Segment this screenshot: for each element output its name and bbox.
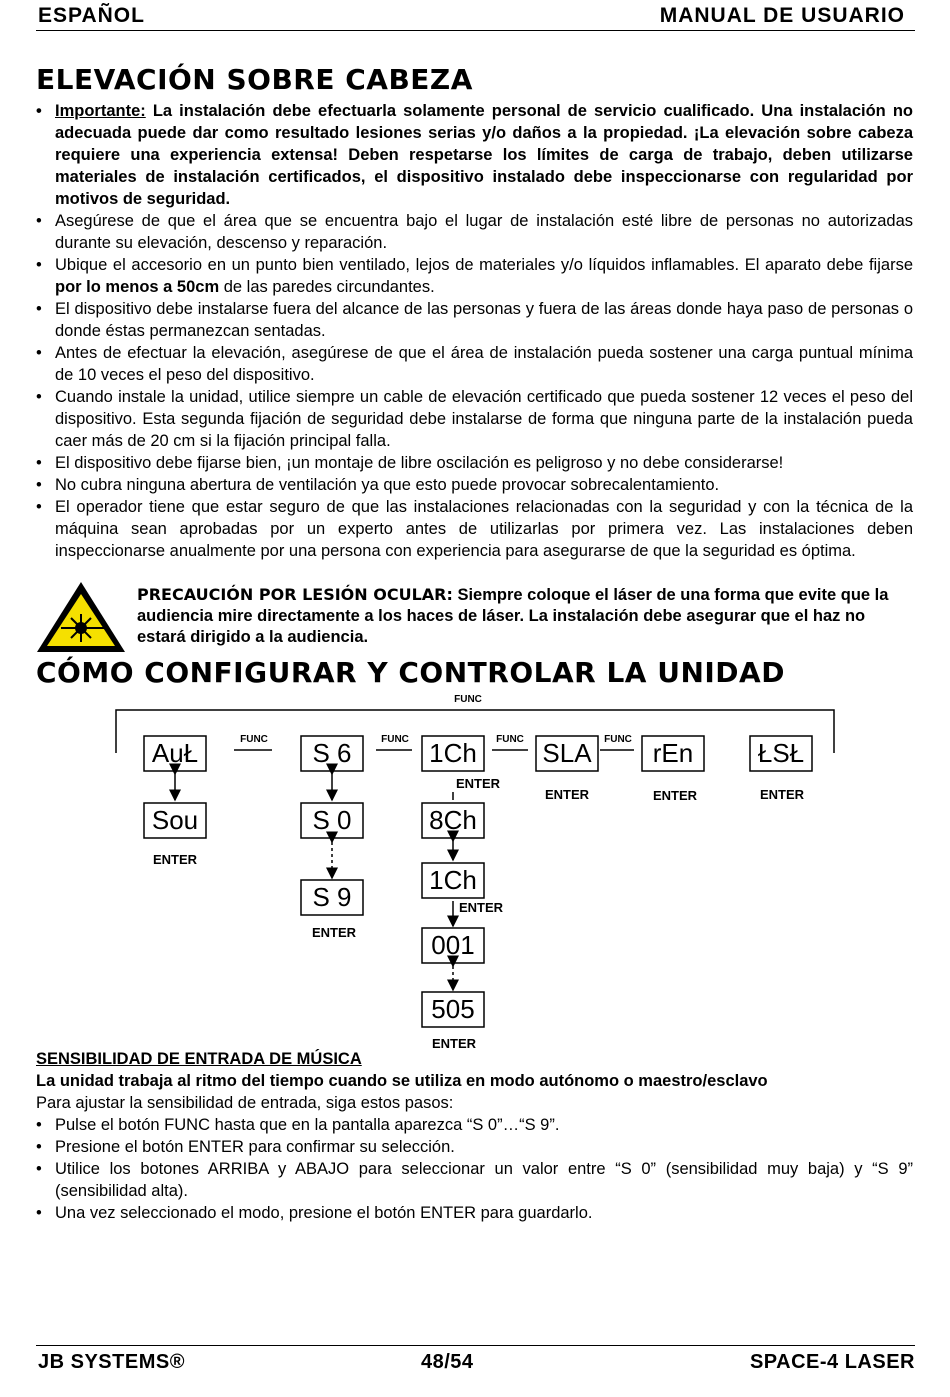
subsection-intro: Para ajustar la sensibilidad de entrada, siga estos pasos: <box>36 1094 454 1112</box>
func-label: FUNC <box>604 734 632 745</box>
svg-text:1Ch: 1Ch <box>429 738 477 768</box>
svg-text:S 9: S 9 <box>312 882 352 912</box>
header-doc-title: MANUAL DE USUARIO <box>659 4 905 27</box>
enter-label: ENTER <box>652 788 698 803</box>
svg-text:ŁSŁ: ŁSŁ <box>757 738 805 768</box>
svg-text:S 0: S 0 <box>312 805 352 835</box>
page-number: 48/54 <box>421 1351 474 1373</box>
section-title-overhead: ELEVACIÓN SOBRE CABEZA <box>36 63 473 96</box>
list-item: • Importante: La instalación debe efectuarla solamente personal de servicio cualificado. Una instalación no adecuada puede dar como resultado lesiones serias y/o daños a la propiedad. ¡La elevación sobre cabeza requiere una experiencia extensa! Deben respetarse los límites de carga de trabajo, deben utilizarse materiales de instalación certificados, el dispositivo instalado debe inspeccionarse con regularidad por motivos de seguridad. <box>36 100 913 210</box>
header-language: ESPAÑOL <box>38 4 145 27</box>
display-8ch <box>422 803 484 838</box>
list-item: • Cuando instale la unidad, utilice siempre un cable de elevación certificado que pueda sostener 12 veces el peso del dispositivo. Esta segunda fijación de seguridad debe instalarse de forma que ninguna parte de la instalación pueda caer más de 20 cm si la fijación principal falla. <box>36 386 913 452</box>
subsection-lead: La unidad trabaja al ritmo del tiempo cuando se utiliza en modo autónomo o maestro/esclavo <box>36 1072 768 1090</box>
svg-text:505: 505 <box>431 994 475 1024</box>
display-slave <box>536 736 598 771</box>
list-item: • El dispositivo debe instalarse fuera del alcance de las personas y fuera de las áreas donde haya paso de personas o donde éstas permanezcan sentadas. <box>36 298 913 342</box>
list-item: • El dispositivo debe fijarse bien, ¡un montaje de libre oscilación es peligroso y no debe considerarse! <box>36 452 913 474</box>
list-item: • No cubra ninguna abertura de ventilación ya que esto puede provocar sobrecalentamiento. <box>36 474 913 496</box>
enter-label: ENTER <box>431 1036 477 1051</box>
page-footer <box>36 1345 915 1376</box>
section-title-configure: CÓMO CONFIGURAR Y CONTROLAR LA UNIDAD <box>36 656 785 689</box>
display-s0 <box>301 803 363 838</box>
svg-text:1Ch: 1Ch <box>429 865 477 895</box>
display-s9 <box>301 880 363 915</box>
svg-text:AuŁ: AuŁ <box>151 738 199 768</box>
enter-label: ENTER <box>311 925 357 940</box>
display-address-001 <box>422 928 484 963</box>
list-item: • El operador tiene que estar seguro de que las instalaciones relacionadas con la seguridad y con la técnica de la máquina sean aprobadas por un experto antes de utilizarlas por primera vez. Las instalaciones deben inspeccionarse anualmente por una persona con experiencia para asegurarse de que la seguridad es óptima. <box>36 496 913 562</box>
enter-label: ENTER <box>759 787 805 802</box>
svg-text:SLA: SLA <box>542 738 592 768</box>
list-item: • Presione el botón ENTER para confirmar su selección. <box>36 1136 913 1158</box>
laser-warning-icon <box>35 580 127 654</box>
display-1ch <box>422 863 484 898</box>
display-remote <box>642 736 704 771</box>
display-auto <box>144 736 206 771</box>
svg-text:S 6: S 6 <box>312 738 352 768</box>
list-item: • Pulse el botón FUNC hasta que en la pantalla aparezca “S 0”…“S 9”. <box>36 1114 913 1136</box>
footer-brand: JB SYSTEMS® <box>38 1351 185 1373</box>
display-test <box>750 736 812 771</box>
display-channel-mode <box>422 736 484 771</box>
list-item: • Una vez seleccionado el modo, presione el botón ENTER para guardarlo. <box>36 1202 913 1224</box>
display-address-505 <box>422 992 484 1027</box>
func-label: FUNC <box>381 734 409 745</box>
list-item: • Ubique el accesorio en un punto bien ventilado, lejos de materiales y/o líquidos inflamables. El aparato debe fijarse por lo menos a 50cm de las paredes circundantes. <box>36 254 913 298</box>
enter-label: ENTER <box>455 776 501 791</box>
sensitivity-steps-list <box>36 1114 913 1224</box>
svg-text:001: 001 <box>431 930 475 960</box>
func-loop-label: FUNC <box>454 694 482 705</box>
svg-text:rEn: rEn <box>652 738 694 768</box>
enter-label: ENTER <box>152 852 198 867</box>
enter-label: ENTER <box>544 787 590 802</box>
list-item: • Antes de efectuar la elevación, asegúrese de que el área de instalación pueda sostener una carga puntual mínima de 10 veces el peso del dispositivo. <box>36 342 913 386</box>
page-header <box>36 4 915 31</box>
func-label: FUNC <box>496 734 524 745</box>
menu-flow-diagram <box>100 690 860 1060</box>
list-item: • Utilice los botones ARRIBA y ABAJO para seleccionar un valor entre “S 0” (sensibilidad muy baja) y “S 9” (sensibilidad alta). <box>36 1158 913 1202</box>
svg-text:8Ch: 8Ch <box>429 805 477 835</box>
display-sound <box>144 803 206 838</box>
footer-model: SPACE-4 LASER <box>749 1351 915 1373</box>
overhead-rigging-list <box>36 100 913 562</box>
enter-label: ENTER <box>458 900 504 915</box>
list-item: • Asegúrese de que el área que se encuentra bajo el lugar de instalación esté libre de personas no autorizadas durante su elevación, descenso y reparación. <box>36 210 913 254</box>
eye-injury-warning: PRECAUCIÓN POR LESIÓN OCULAR: Siempre coloque el láser de una forma que evite que la audiencia mire directamente a los haces de láser. La instalación debe asegurar que el haz no estará dirigido a la audiencia. <box>137 585 889 646</box>
func-label: FUNC <box>240 734 268 745</box>
svg-text:Sou: Sou <box>151 805 199 835</box>
display-sound-mode <box>301 736 363 771</box>
subsection-title: SENSIBILIDAD DE ENTRADA DE MÚSICA <box>36 1050 362 1068</box>
